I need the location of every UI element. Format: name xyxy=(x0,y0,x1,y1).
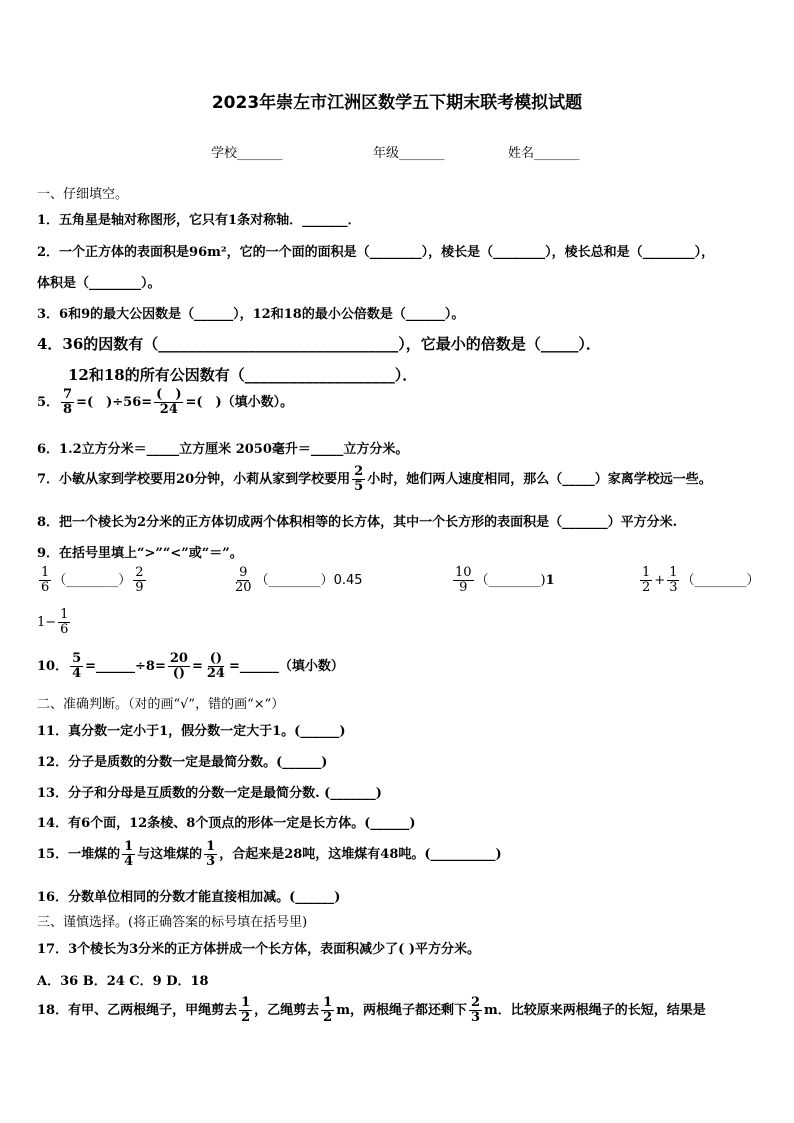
question-11: 11．真分数一定小于1，假分数一定大于1。(______) xyxy=(37,724,346,739)
fraction xyxy=(168,652,190,681)
compare-item-3 xyxy=(451,566,555,595)
question-15 xyxy=(37,840,502,869)
numerator: 1 xyxy=(241,995,251,1010)
question-text: 7．小敏从家到学校要用20分钟，小莉从家到学校要用 xyxy=(37,472,351,487)
numerator: 1 xyxy=(669,565,678,580)
numerator: () xyxy=(209,651,223,666)
numerator: 1 xyxy=(642,565,651,580)
question-14: 14．有6个面，12条棱、8个顶点的形体一定是长方体。(______) xyxy=(37,816,416,831)
denominator: 3 xyxy=(669,580,678,595)
school-field: 学校_______ xyxy=(211,146,283,161)
equals-sign: = xyxy=(191,659,203,674)
question-13: 13．分子和分母是互质数的分数一定是最简分数. (_______) xyxy=(37,786,382,801)
expression-text: =______÷8= xyxy=(85,659,166,674)
fraction xyxy=(61,388,74,417)
denominator: 5 xyxy=(354,479,364,494)
compare-value: 0.45 xyxy=(333,573,363,588)
question-7 xyxy=(37,465,712,494)
page-title: 2023年崇左市江洲区数学五下期末联考模拟试题 xyxy=(211,93,583,113)
fraction xyxy=(204,840,217,869)
expression-text: =( )（填小数）。 xyxy=(185,395,294,410)
expression-text: =______（填小数） xyxy=(228,659,344,674)
answer-blank: （________) xyxy=(475,573,546,588)
question-8: 8．把一个棱长为2分米的正方体切成两个体积相等的长方体，其中一个长方形的表面积是（_______）平方分米. xyxy=(37,515,678,530)
denominator: 6 xyxy=(60,622,69,637)
fraction xyxy=(39,566,51,595)
question-17: 17．3个棱长为3分米的正方体拼成一个长方体，表面积减少了( )平方分米。 xyxy=(37,942,481,957)
denominator: 2 xyxy=(642,580,651,595)
question-4-line-1: 4．36的因数有（________________________________），它最小的倍数是（_____）． xyxy=(37,335,601,353)
numerator: 10 xyxy=(455,565,472,580)
question-18 xyxy=(37,996,706,1025)
expression-text: =( )÷56= xyxy=(76,395,153,410)
denominator: 4 xyxy=(124,854,134,869)
numerator: 2 xyxy=(135,565,144,580)
denominator: () xyxy=(172,666,186,681)
question-text: 15．一堆煤的 xyxy=(37,847,121,862)
fraction xyxy=(205,652,227,681)
grade-field: 年级_______ xyxy=(373,146,445,161)
question-text: 小时，她们两人速度相同，那么（_____）家离学校远一些。 xyxy=(367,472,712,487)
numerator: 1 xyxy=(60,607,69,622)
question-5 xyxy=(37,388,293,417)
answer-blank: （________） xyxy=(53,573,132,588)
question-text: m，两根绳子都还剩下 xyxy=(336,1003,467,1018)
question-9: 9．在括号里填上“>”“<”或“＝”。 xyxy=(37,546,243,561)
fraction xyxy=(469,996,482,1025)
question-17-options: A．36 B．24 C．9 D．18 xyxy=(37,974,209,989)
fraction xyxy=(453,566,474,595)
fraction xyxy=(133,566,145,595)
numerator: 2 xyxy=(354,464,364,479)
question-number: 10． xyxy=(37,659,69,674)
denominator: 3 xyxy=(470,1010,481,1025)
section-1-heading: 一、仔细填空。 xyxy=(37,187,129,202)
fraction xyxy=(667,566,679,595)
denominator: 3 xyxy=(206,854,216,869)
question-text: m．比较原来两根绳子的长短，结果是 xyxy=(484,1003,706,1018)
denominator: 24 xyxy=(159,402,178,417)
fraction xyxy=(233,566,254,595)
fraction xyxy=(122,840,135,869)
question-12: 12．分子是质数的分数一定是最简分数。(______) xyxy=(37,755,328,770)
fraction xyxy=(352,465,365,494)
fraction xyxy=(239,996,252,1025)
numerator: 1 xyxy=(41,565,50,580)
denominator: 9 xyxy=(459,580,468,595)
fraction xyxy=(70,652,83,681)
denominator: 4 xyxy=(72,666,82,681)
denominator: 6 xyxy=(41,580,50,595)
section-2-heading: 二、准确判断。（对的画“√”，错的画“×”） xyxy=(37,697,285,712)
question-text: ，乙绳剪去 xyxy=(254,1003,320,1018)
numerator: 7 xyxy=(63,387,73,402)
numerator: 1 xyxy=(124,839,134,854)
compare-item-4 xyxy=(638,566,759,595)
numerator: 1 xyxy=(206,839,216,854)
answer-blank: （________） xyxy=(681,573,760,588)
numerator: ( ) xyxy=(156,387,182,402)
denominator: 24 xyxy=(206,666,225,681)
question-text: 18．有甲、乙两根绳子，甲绳剪去 xyxy=(37,1003,238,1018)
question-1: 1．五角星是轴对称图形，它只有1条对称轴．_______． xyxy=(37,213,361,228)
question-text: 与这堆煤的 xyxy=(137,847,203,862)
fraction xyxy=(154,388,183,417)
section-3-heading: 三、谨慎选择。(将正确答案的标号填在括号里) xyxy=(37,915,308,930)
question-10 xyxy=(37,652,344,681)
denominator: 9 xyxy=(135,580,144,595)
question-16: 16．分数单位相同的分数才能直接相加减。(______) xyxy=(37,890,341,905)
fraction xyxy=(321,996,334,1025)
fraction xyxy=(640,566,652,595)
compare-item-1 xyxy=(37,566,148,595)
fraction xyxy=(58,608,70,637)
numerator: 9 xyxy=(239,565,248,580)
compare-value: 1 xyxy=(545,573,555,588)
numerator: 1 xyxy=(323,995,333,1010)
question-text: ，合起来是28吨，这堆煤有48吨。(__________) xyxy=(219,847,502,862)
expression-text: 1− xyxy=(37,615,57,630)
answer-blank: （________） xyxy=(255,573,334,588)
plus-sign: + xyxy=(654,573,666,588)
question-3: 3．6和9的最大公因数是（______），12和18的最小公倍数是（______）。 xyxy=(37,307,465,322)
question-6: 6．1.2立方分米＝_____立方厘米 2050毫升＝_____立方分米。 xyxy=(37,442,409,457)
denominator: 8 xyxy=(63,402,73,417)
question-4-line-2: 12和18的所有公因数有（____________________）． xyxy=(68,366,418,384)
question-number: 5． xyxy=(37,395,60,410)
compare-item-5 xyxy=(37,608,72,637)
numerator: 5 xyxy=(72,651,82,666)
numerator: 2 xyxy=(470,995,481,1010)
question-2-line-2: 体积是（________）。 xyxy=(37,276,161,291)
denominator: 2 xyxy=(241,1010,251,1025)
denominator: 2 xyxy=(323,1010,333,1025)
name-field: 姓名_______ xyxy=(508,146,580,161)
compare-item-2 xyxy=(231,566,363,595)
denominator: 20 xyxy=(235,580,252,595)
numerator: 20 xyxy=(169,651,188,666)
question-2-line-1: 2．一个正方体的表面积是96m²，它的一个面的面积是（________），棱长是（________），棱长总和是（________）， xyxy=(37,245,715,260)
